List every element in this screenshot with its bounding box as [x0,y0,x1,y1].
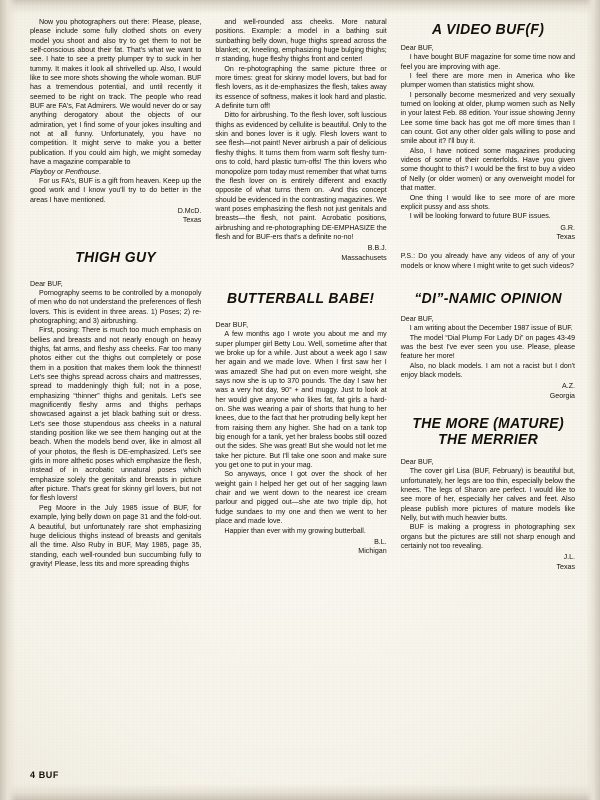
text-column-1 [30,18,201,784]
letter-paragraph: Now you photographers out there: Please, please, please include some fully clothed shots on every model you shoot and also try to get them to not be self-conscious about their fat. That's what we want to see. I hate to see a pretty plumper try to suck in her tummy. It makes it look all shrivelled up. Also, I would like to see more shots showing the whole woman. BUF has a tremendous potential, and until recently it seemed to be right on track. The people who read BUF are FA's, Fat Admirers. We would never do or say anything derogatory about the objects of our admiration, yet I find some of your jokes insulting and not at all funny. Unfortunately, you have no competition. It might serve to make you a better publication. If you could aim high, we might someday have a magazine comparable to [30,18,202,167]
letter-heading-butterball-babe: BUTTERBALL BABE! [227,290,375,307]
page-folio: 4 BUF [30,770,60,780]
letter-heading-thigh-guy: THIGH GUY [75,249,157,266]
letter-heading-di-namic-opinion: “DI”-NAMIC OPINION [414,290,562,307]
letter-paragraph: Also, no black models. I am not a racist but I don't enjoy black models. [400,361,576,379]
letter-paragraph: I am writing about the December 1987 issue of BUF. [409,324,573,333]
signature-location: Georgia [549,391,576,400]
letter-paragraph: Ditto for airbrushing. To the flesh lover, soft luscious thighs as evidenced by cellulite is beautiful. Only to the skin and bones lover is it ugly. Flesh lovers want to see flesh—not paint! Never airbrush a pair of delicious fleshy thighs. It turns them from warm soft fleshy turn-ons to cold, hard plastic turn-offs! The thin lovers who monopolize porn today must remember that what turns the flesh lover on is entirely different and exactly opposite of what turns them on. ·And this concept should be evidenced in the contrasting magazines. We want poses emphasizing the flesh not just genitals and breasts—the flesh, not paint. Acrobatic positions, airbrushing and re-photographing DE-EMPHASIZE the flesh and for BUF-ers that's a definite no-no! [215,111,387,241]
letter-postscript: P.S.: Do you already have any videos of any of your models or know where I might write to get such videos? [400,252,576,270]
signature-initials: B.B.J. [367,244,387,253]
letter-paragraph: So anyways, once I got over the shock of her weight gain I helped her get out of her sagging lawn chair and we went down to the nearest ice cream parlour and pigged out—she ate two triple dip, hot fudge sundaes to my one and then we went to her place and made love. [215,470,387,526]
signature-location: Texas [182,216,202,225]
signature-location: Massachusets [341,253,387,262]
letter-salutation: Dear BUF, [400,314,434,323]
signature-location: Michigan [358,547,387,556]
text-column-2 [215,18,386,784]
letter-heading-the-more-mature-line1: THE MORE (MATURE) [412,416,564,432]
letter-paragraph-italic-titles [30,168,201,177]
scan-edge-left [0,0,16,800]
letter-paragraph: Peg Moore in the July 1985 issue of BUF, for example, lying belly down on page 31 and the fold-out. A beautiful, but unfortunately rare shot emphasizing huge delicious thighs instead of breasts and genitals all the time. Also Ruby in BUF, May 1985, page 35, standing, each well-rounded bun succumbing fully to gravity! Please, less tits and more spreading thighs [30,503,202,568]
period: . [99,167,101,176]
letter-salutation: Dear BUF, [400,44,434,52]
scan-edge-top [0,0,600,14]
signature-initials: J.L. [563,553,576,562]
letter-paragraph: and well-rounded ass cheeks. More natural positions. Example: a model in a bathing suit sunbathing belly down, huge thighs spread across the blanket; or, kneeling, emphasizing huge bulging thighs; rr standing, huge fleshy thighs front and center! [215,18,387,64]
letter-salutation: Dear BUF, [400,458,434,466]
letter-paragraph: Also, I have noticed some magazines producing videos of some of their centerfolds. Have you given some thought to this? I would be the first to buy a video of Nelly (or older women) or any overweight model for that matter. [400,146,576,193]
letter-paragraph: The cover girl Lisa (BUF, February) is beautiful but, unfortunately, her legs are too thin, especially below the knees. The legs of Sharon are perfect. I would like to see more of her, especially her calves and feet. Also please publish more pictures of mature models like Nelly, but with much heavier butts. [400,467,576,523]
letter-heading-the-more-mature-line2: THE MERRIER [437,431,538,448]
letter-paragraph: The model “Dial Plump For Lady Di” on pages 43-49 was the best I've ever seen you use. Please, please feature her more! [400,333,576,361]
letter-paragraph: BUF is making a progress in photographing sex organs but the pictures are still not sharp enough and certainly not too revealing. [400,523,576,551]
letter-paragraph: I will be looking forward to future BUF issues. [409,212,551,221]
letter-paragraph: For us FA's, BUF is a gift from heaven. Keep up the good work and I know you'll try to do better in the areas I have mentioned. [30,176,202,204]
signature-location: Texas [556,232,576,241]
signature-initials: A.Z. [562,382,576,391]
letter-paragraph: I have bought BUF magazine for some time now and feel you are improving with age. [400,53,576,71]
scan-edge-bottom [0,784,600,800]
scan-edge-right [586,0,600,800]
page-content [30,18,575,784]
signature-initials: G.R. [560,223,576,232]
signature-location: Texas [556,562,576,571]
letter-heading-a-video-buff: A VIDEO BUF(F) [431,22,545,38]
letter-paragraph: On re-photographing the same picture three or more times: great for skinny model lovers, but bad for flesh lovers, as it de-emphasizes the flesh, takes away its essence of softness, makes it look hard and plastic. A definite turn off! [215,64,387,111]
letter-salutation: Dear BUF, [30,279,63,288]
letter-paragraph: Pornography seems to be controlled by a monopoly of men who do not understand the preferences of flesh lovers. This is evident in three areas. 1) Poses; 2) re-photographing; and 3) airbrushing. [30,288,202,325]
conjunction-or: or [55,167,66,176]
letter-paragraph: Happier than ever with my growing butterball. [224,526,366,535]
letter-paragraph: A few months ago I wrote you about me and my super plumper girl Betty Lou. Well, sometime after that we broke up for a while. Just about a week ago I saw her again and we made love. When I first saw her I was amazed! She had put on even more weight, she says now she is up to 370 pounds. The day I saw her was a very hot day, 90° + and muggy. Just to look at her would give anyone who likes fat, fat girls a hard-on. She was wearing a pair of shorts that hung to her knees, due to the fact that her protruding belly kept her from raising them any higher. She had on a tank top big enough for a tank, yet her braless boobs still oozed out the sides. She was great! But she would not let me take her picture. But I'll take one soon and make sure you get one to put in your mag. [215,330,387,470]
letter-salutation: Dear BUF, [215,320,249,329]
magazine-title-playboy: Playboy [30,167,56,176]
magazine-title-penthouse: Penthouse [65,167,100,176]
signature-initials: D.McD. [177,206,202,215]
text-column-3 [401,18,575,784]
letter-paragraph: One thing I would like to see more of are more explicit pussy and ass shots. [400,193,576,211]
letter-paragraph: I personally become mesmerized and very sexually turned on looking at older, plump women such as Nelly in your latest Feb. 88 edition. Your issue showing Jenny Lee some time back has got me off more times than I can count. Got any other older gals willing to pose and smile about it? I'll buy it. [400,90,576,146]
letter-paragraph: First, posing: There is much too much emphasis on bellies and breasts and not nearly enough on heavy thighs, fat arms, and fleshy ass cheeks. Far too many photos either cut the thighs out completely or pose them in a position that makes them look the thinnest! Let's see thighs spread across chairs and mattresses, spread to maddeningly thigh full; not in a pose, emphasizing “thinner” thighs and genitals. Let's see magnificently fleshy arms and thighs perhaps showcased against a jet black bathing suit or dress. Let's see those stupendous ass cheeks in a natural standing position like we see them hanging out at the beach. When the models bend over, like in almost all of your photos, the flesh is DE-emphasized. Let's see girls in more althetic poses which emphasize the flesh, instead of in acrobatic unnatural poses which emphasize solely the genitals and breasts in picture after picture. That's great for skinny girl lovers, but not for flesh lovers! [30,326,202,503]
signature-initials: B.L. [374,537,387,546]
letter-paragraph: I feel there are more men in America who like plumper women than statistics might show. [400,72,576,90]
